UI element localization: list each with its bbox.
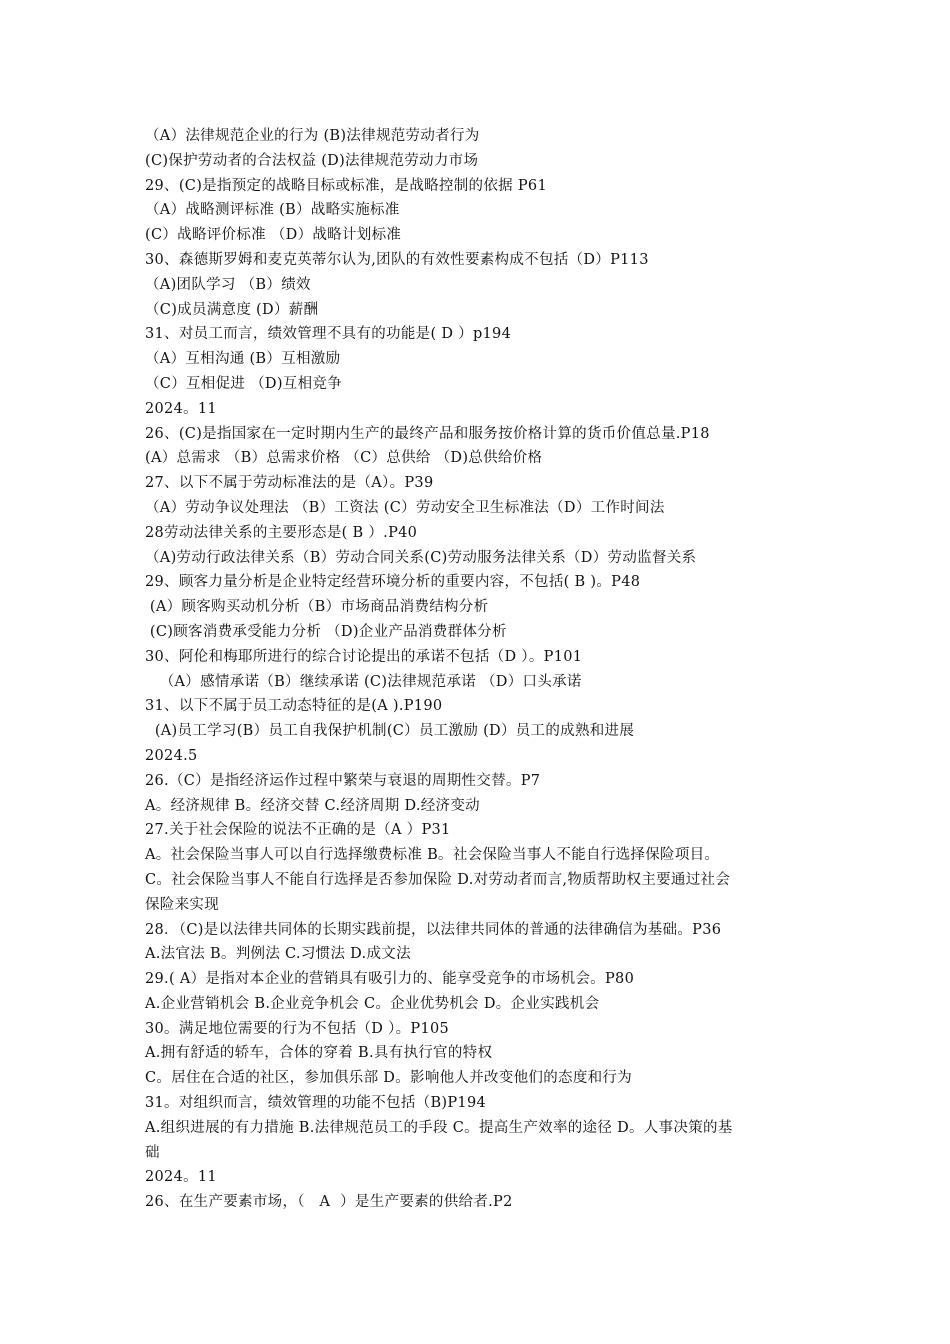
document-line: A.企业营销机会 B.企业竞争机会 C。企业优势机会 D。企业实践机会 (145, 995, 600, 1012)
document-line: A.法官法 B。判例法 C.习惯法 D.成文法 (145, 946, 411, 963)
document-line: C。社会保险当事人不能自行选择是否参加保险 D.对劳动者而言,物质帮助权主要通过社会 (145, 871, 731, 888)
document-line: 2024.5 (145, 747, 198, 764)
document-line: 28劳动法律关系的主要形态是( B ）.P40 (145, 524, 418, 541)
document-line: 2024。11 (145, 400, 217, 417)
document-line: （A）战略测评标准 (B）战略实施标准 (145, 202, 400, 219)
document-line: （A)劳动行政法律关系（B）劳动合同关系(C)劳动服务法律关系（D）劳动监督关系 (145, 549, 697, 566)
document-line: (A）顾客购买动机分析（B）市场商品消费结构分析 (145, 599, 489, 616)
document-line: 29.( A）是指对本企业的营销具有吸引力的、能享受竞争的市场机会。P80 (145, 971, 635, 988)
document-line: 29、(C)是指预定的战略目标或标准，是战略控制的依据 P61 (145, 177, 547, 194)
document-line: （A）劳动争议处理法 （B）工资法 (C）劳动安全卫生标准法（D）工作时间法 (145, 499, 665, 516)
document-line: (C)顾客消费承受能力分析 （D)企业产品消费群体分析 (145, 623, 507, 640)
document-line: A.组织进展的有力措施 B.法律规范员工的手段 C。提高生产效率的途径 D。人事决策的基 (145, 1119, 733, 1136)
document-line: （A）感情承诺（B）继续承诺 (C)法律规范承诺 （D）口头承诺 (145, 673, 582, 690)
document-line: 31。对组织而言，绩效管理的功能不包括（B)P194 (145, 1095, 486, 1112)
document-line: （C）互相促进 （D)互相竞争 (145, 375, 342, 392)
document-line: A.拥有舒适的轿车，合体的穿着 B.具有执行官的特权 (145, 1045, 493, 1062)
document-line: 础 (145, 1144, 160, 1161)
document-line: 2024。11 (145, 1169, 217, 1186)
document-line: A。经济规律 B。经济交替 C.经济周期 D.经济变动 (145, 797, 480, 814)
document-line: 28．（C)是以法律共同体的长期实践前提，以法律共同体的普通的法律确信为基础。P36 (145, 921, 722, 938)
document-line: 26、(C)是指国家在一定时期内生产的最终产品和服务按价格计算的货币价值总量.P18 (145, 425, 710, 442)
document-line: 30。满足地位需要的行为不包括（D ）。P105 (145, 1020, 450, 1037)
document-line: (A）总需求 （B）总需求价格 （C）总供给 （D)总供给价格 (145, 450, 543, 467)
document-line: 30、森德斯罗姆和麦克英蒂尔认为,团队的有效性要素构成不包括（D）P113 (145, 251, 649, 268)
document-line: (C)保护劳动者的合法权益 (D)法律规范劳动力市场 (145, 152, 479, 169)
document-line: （C)成员满意度 (D）薪酬 (145, 301, 319, 318)
document-line: A。社会保险当事人可以自行选择缴费标准 B。社会保险当事人不能自行选择保险项目。 (145, 847, 720, 864)
document-line: （A）法律规范企业的行为 (B)法律规范劳动者行为 (145, 128, 480, 144)
document-line: （A）互相沟通 (B）互相激励 (145, 351, 341, 368)
document-line: 保险来实现 (145, 896, 219, 913)
document-line: 26、在生产要素市场，（ A ）是生产要素的供给者.P2 (145, 1194, 513, 1211)
document-line: 27.关于社会保险的说法不正确的是（A ）P31 (145, 822, 451, 839)
document-line: 31、以下不属于员工动态特征的是(A ).P190 (145, 698, 443, 715)
document-line: （A)团队学习 （B）绩效 (145, 276, 311, 293)
document-line: C。居住在合适的社区，参加俱乐部 D。影响他人并改变他们的态度和行为 (145, 1070, 633, 1087)
document-line: 31、对员工而言，绩效管理不具有的功能是( D ）p194 (145, 326, 512, 343)
document-line: 29、顾客力量分析是企业特定经营环境分析的重要内容，不包括( B )。P48 (145, 574, 641, 591)
document-line: (A)员工学习(B）员工自我保护机制(C）员工激励 (D）员工的成熟和进展 (145, 723, 635, 740)
document-line: 27、以下不属于劳动标准法的是（A）。P39 (145, 475, 434, 492)
document-body (145, 124, 810, 1215)
document-line: (C）战略评价标准 （D）战略计划标准 (145, 227, 402, 244)
document-line: 30、阿伦和梅耶所进行的综合讨论提出的承诺不包括（D ）。P101 (145, 648, 583, 665)
document-line: 26.（C）是指经济运作过程中繁荣与衰退的周期性交替。P7 (145, 772, 541, 789)
